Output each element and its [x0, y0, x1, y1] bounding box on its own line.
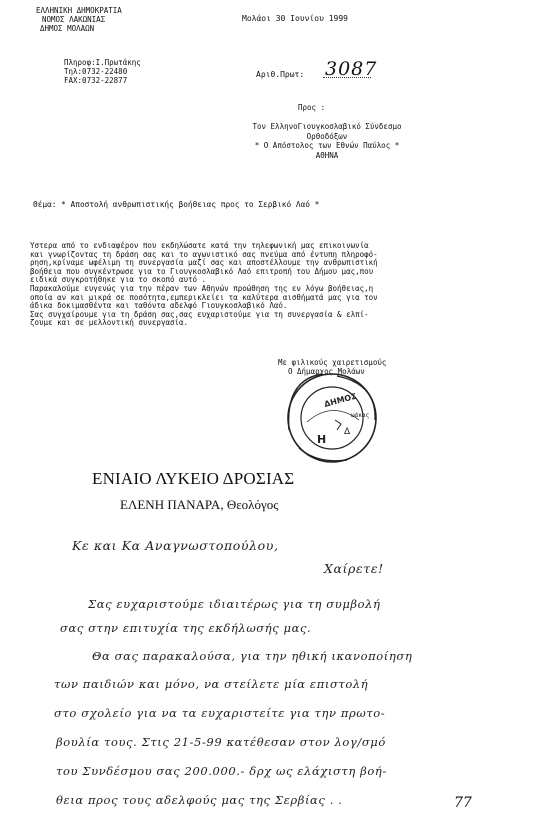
body-line: Σας συγχαίρουμε για τη δράση σας,σας ευχαριστούμε για τη συνεργασία & ελπί-	[30, 309, 369, 319]
protocol-label: Αριθ.Πρωτ:	[256, 70, 305, 79]
handwritten-line: στο σχολείο για να τα ευχαριστείτε για την πρωτο-	[54, 706, 386, 720]
body-line: ρηση,κρίναμε ωφέλιμη τη συνεργασία μαζί σας και αποστέλλουμε την ανθρωπιστική	[30, 258, 378, 268]
stamp-middle-text: ΔΗΜΟΣ	[323, 391, 358, 409]
handwritten-line: Σας ευχαριστούμε ιδιαιτέρως για τη συμβολή	[88, 597, 381, 611]
header-line: ΕΛΛΗΝΙΚΗ ΔΗΜΟΚΡΑΤΙΑ	[36, 6, 122, 15]
body-line: ειδικά συγκροτήθηκε για το σκοπό αυτό .	[30, 275, 207, 285]
handwritten-greeting: Χαίρετε!	[324, 561, 384, 576]
handwritten-line: θεια προς τους αδελφούς μας της Σερβίας . .	[56, 793, 343, 807]
recipient-label: Προς :	[298, 103, 326, 112]
letter-subject: Θέμα: * Αποστολή ανθρωπιστικής βοήθειας προς το Σερβικό Λαό *	[33, 200, 320, 209]
school-name: ΕΝΙΑΙΟ ΛΥΚΕΙΟ ΔΡΟΣΙΑΣ	[92, 469, 295, 488]
sender-info	[64, 58, 141, 85]
recipient-block	[192, 122, 462, 160]
svg-text:Δ: Δ	[344, 427, 351, 437]
teacher-name: ΕΛΕΝΗ ΠΑΝΑΡΑ, Θεολόγος	[120, 497, 279, 512]
sender-line: Τηλ:0732-22480	[64, 67, 128, 76]
header-line: ΝΟΜΟΣ ΛΑΚΩΝΙΑΣ	[42, 15, 106, 24]
body-line: βοήθεια που συγκέντρωσε για το Γιουγκοσλαβικό Λαό επιτροπή του Δήμου μας,που	[30, 266, 374, 276]
handwritten-salutation: Κε και Κα Αναγνωστοπούλου,	[72, 538, 279, 553]
sender-line: FAX:0732-22877	[64, 76, 128, 85]
body-line: Παρακαλούμε ευγενώς για την πέραν των Αθηνών προώθηση της εν λόγω βοήθειας,η	[30, 283, 374, 293]
handwritten-line: σας στην επιτυχία της εκδήλωσής μας.	[60, 621, 312, 635]
letter-date: Μολάοι 30 Ιουνίου 1999	[242, 14, 348, 23]
handwritten-line: του Συνδέσμου σας 200.000.- δρχ ως ελάχιστη βοή-	[56, 764, 387, 778]
municipal-seal-stamp	[277, 360, 387, 470]
recipient-line: Ορθοδόξων	[306, 131, 348, 141]
signoff-line: Ο Δήμαρχος Μολάων	[288, 367, 365, 376]
body-line: άδικα δοκιμασθέντα και ταθόντα αδελφό Γιουγκοσλαβικό Λαό.	[30, 301, 288, 311]
body-line: και γνωρίζοντας τη δράση σας και το αγωνιστικό σας πνεύμα από έντυπη πληροφό-	[30, 249, 378, 259]
signoff-line: Με φιλικούς χαιρετισμούς	[278, 358, 387, 367]
handwritten-line: των παιδιών και μόνο, να στείλετε μία επιστολή	[54, 677, 369, 691]
header-line: ΔΗΜΟΣ ΜΟΛΑΩΝ	[40, 24, 95, 33]
recipient-line: ΑΘΗΝΑ	[315, 150, 339, 160]
recipient-line: * Ο Απόστολος των Εθνών Παύλος *	[254, 141, 400, 150]
body-line: ζουμε και σε μελλοντική συνεργασία.	[30, 318, 189, 328]
recipient-line: Τον ΕλληνοΓιουγκοσλαβικό Σύνδεσμο	[252, 122, 402, 131]
body-line: Υστερα από το ενδιαφέρον που εκδηλώσατε κατά την τηλεφωνική μας επικοινωνία	[30, 241, 369, 250]
svg-text:H: H	[317, 433, 327, 446]
body-line: οποία αν και μικρά σε ποσότητα,εμπερικλείει τα καλύτερα αισθήματά μας για τον	[30, 292, 378, 302]
handwritten-line: Θα σας παρακαλούσα, για την ηθική ικανοποίηση	[92, 649, 413, 663]
protocol-number: 3087	[325, 58, 378, 80]
svg-text:ωάκας: ωάκας	[351, 412, 370, 419]
sender-line: Πληροφ:Ι.Πρωτάκης	[64, 58, 141, 67]
letter-body	[30, 241, 525, 327]
header-block	[36, 6, 122, 33]
page-mark: 77	[454, 795, 472, 811]
handwritten-line: βουλία τους. Στις 21-5-99 κατέθεσαν στον λογ/σμό	[56, 735, 386, 749]
